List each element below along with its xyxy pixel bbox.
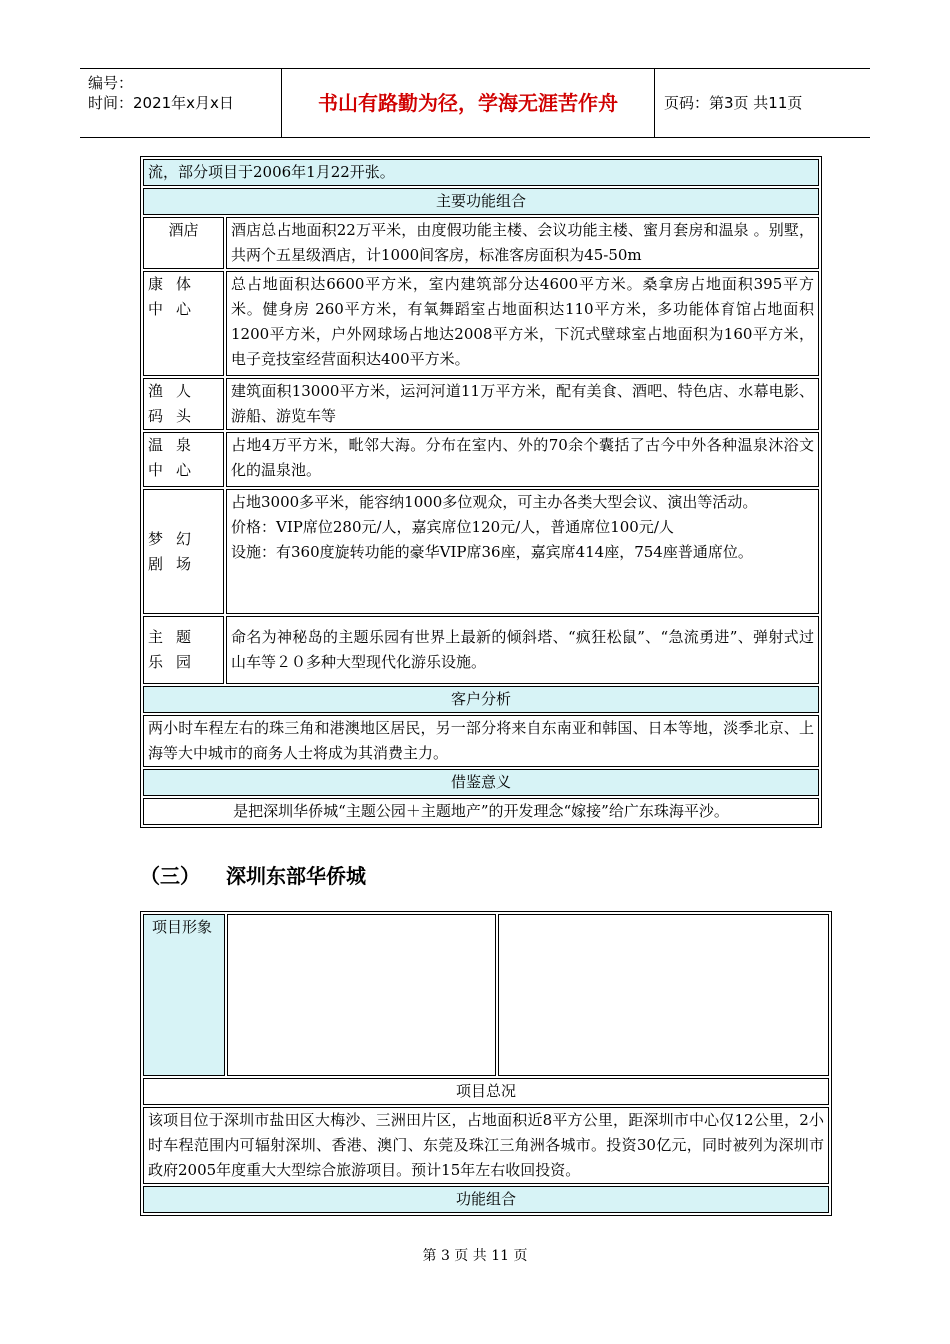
section-heading xyxy=(140,860,366,889)
functions-header-2: 功能组合 xyxy=(143,1186,829,1213)
image-label: 项目形象 xyxy=(143,914,225,1076)
customer-header: 客户分析 xyxy=(143,686,819,713)
project-table xyxy=(140,911,832,1216)
row-text-theater xyxy=(226,489,819,614)
overview-header: 项目总况 xyxy=(143,1078,829,1105)
row-label-wharf: 渔人码头 xyxy=(143,378,224,430)
page-footer: 第 3 页 共 11 页 xyxy=(422,1248,528,1264)
row-label-hotspring: 温泉中心 xyxy=(143,432,224,487)
row-text-themepark: 命名为神秘岛的主题乐园有世界上最新的倾斜塔、“疯狂松鼠”、“急流勇进”、弹射式过山车等２０多种大型现代化游乐设施。 xyxy=(226,616,819,684)
serial-label: 编号： xyxy=(88,74,134,92)
theater-line: 设施：有360度旋转功能的豪华VIP席36座，嘉宾席414座，754座普通席位。 xyxy=(231,543,753,561)
functions-header: 主要功能组合 xyxy=(143,188,819,215)
section-title: 深圳东部华侨城 xyxy=(226,864,366,888)
theater-line: 价格：VIP席位280元/人，嘉宾席位120元/人，普通席位100元/人 xyxy=(231,518,674,536)
date-label: 时间：2021年x月x日 xyxy=(88,94,234,112)
page-header xyxy=(80,68,870,138)
row-text-wharf: 建筑面积13000平方米，运河河道11万平方米，配有美食、酒吧、特色店、水幕电影、游船、游览车等 xyxy=(226,378,819,430)
header-motto: 书山有路勤为径，学海无涯苦作舟 xyxy=(282,69,655,137)
theater-line: 占地3000多平米，能容纳1000多位观众，可主办各类大型会议、演出等活动。 xyxy=(231,493,758,511)
overview-text: 该项目位于深圳市盐田区大梅沙、三洲田片区，占地面积近8平方公里，距深圳市中心仅12公里，2小时车程范围内可辐射深圳、香港、澳门、东莞及珠江三角洲各城市。投资30亿元，同时被列为深圳市政府2005年度重大大型综合旅游项目。预计15年左右收回投资。 xyxy=(143,1107,829,1184)
row-text-hotspring: 占地4万平方米，毗邻大海。分布在室内、外的70余个囊括了古今中外各种温泉沐浴文化的温泉池。 xyxy=(226,432,819,487)
row-label-hotel: 酒店 xyxy=(143,217,224,269)
row-label-theater: 梦幻剧场 xyxy=(143,489,224,614)
row-label-fitness: 康体中心 xyxy=(143,271,224,376)
image-placeholder-right xyxy=(498,914,829,1076)
section-number: （三） xyxy=(140,864,200,888)
reference-text: 是把深圳华侨城“主题公园＋主题地产”的开发理念“嫁接”给广东珠海平沙。 xyxy=(143,798,819,825)
row-text-hotel: 酒店总占地面积22万平米，由度假功能主楼、会议功能主楼、蜜月套房和温泉 。别墅，共两个五星级酒店，计1000间客房，标准客房面积为45-50m xyxy=(226,217,819,269)
intro-cell: 流，部分项目于2006年1月22开张。 xyxy=(143,159,819,186)
customer-text: 两小时车程左右的珠三角和港澳地区居民，另一部分将来自东南亚和韩国、日本等地，淡季北京、上海等大中城市的商务人士将成为其消费主力。 xyxy=(143,715,819,767)
functions-table xyxy=(140,156,822,828)
row-text-fitness: 总占地面积达6600平方米，室内建筑部分达4600平方米。桑拿房占地面积395平方米。健身房 260平方米，有氧舞蹈室占地面积达110平方米，多功能体育馆占地面积1200平方米，户外网球场占地达2008平方米，下沉式壁球室占地面积为160平方米，电子竞技室经营面积达400平方米。 xyxy=(226,271,819,376)
header-meta xyxy=(80,69,282,137)
image-placeholder-left xyxy=(227,914,496,1076)
row-label-themepark: 主题乐园 xyxy=(143,616,224,684)
reference-header: 借鉴意义 xyxy=(143,769,819,796)
header-page-info: 页码：第3页 共11页 xyxy=(664,94,803,112)
